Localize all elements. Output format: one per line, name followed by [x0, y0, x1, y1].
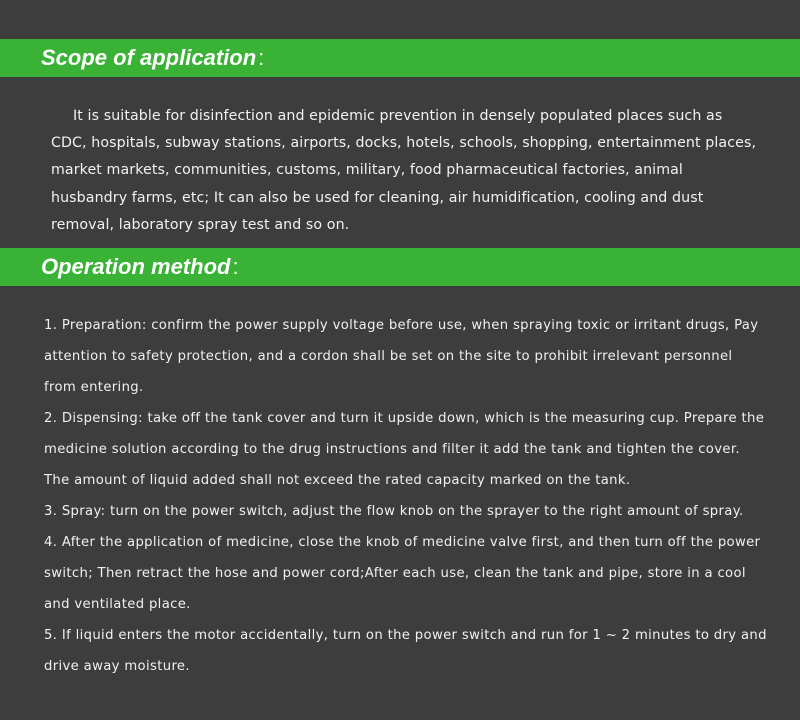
- scope-heading-colon: :: [258, 45, 265, 70]
- operation-heading: Operation method: [41, 254, 231, 279]
- scope-section-body: [51, 103, 761, 239]
- operation-section-body: [44, 310, 769, 682]
- operation-heading-colon: :: [232, 254, 239, 279]
- operation-step-5: 5. If liquid enters the motor accidentally, turn on the power switch and run for 1 ~ 2 minutes to dry and drive away moisture.: [44, 628, 767, 674]
- scope-paragraph: It is suitable for disinfection and epidemic prevention in densely populated places such as CDC, hospitals, subway stations, airports, docks, hotels, schools, shopping, entertainment places, market markets, communities, customs, military, food pharmaceutical factories, animal husbandry farms, etc; It can also be used for cleaning, air humidification, cooling and dust removal, laboratory spray test and so on.: [51, 108, 757, 233]
- scope-heading-band: [0, 39, 800, 77]
- scope-heading: Scope of application: [41, 45, 257, 70]
- operation-heading-band: [0, 248, 800, 286]
- operation-step-4: 4. After the application of medicine, close the knob of medicine valve first, and then turn off the power switch; Then retract the hose and power cord;After each use, clean the tank and pipe, store in a cool and ventilated place.: [44, 535, 761, 612]
- operation-step-2: 2. Dispensing: take off the tank cover and turn it upside down, which is the measuring cup. Prepare the medicine solution according to the drug instructions and filter it add the tank and tighten the cover. The amount of liquid added shall not exceed the rated capacity marked on the tank.: [44, 411, 765, 488]
- operation-step-1: 1. Preparation: confirm the power supply voltage before use, when spraying toxic or irritant drugs, Pay attention to safety protection, and a cordon shall be set on the site to prohibit irrelevant personnel from entering.: [44, 318, 759, 395]
- operation-step-3: 3. Spray: turn on the power switch, adjust the flow knob on the sprayer to the right amount of spray.: [44, 504, 744, 519]
